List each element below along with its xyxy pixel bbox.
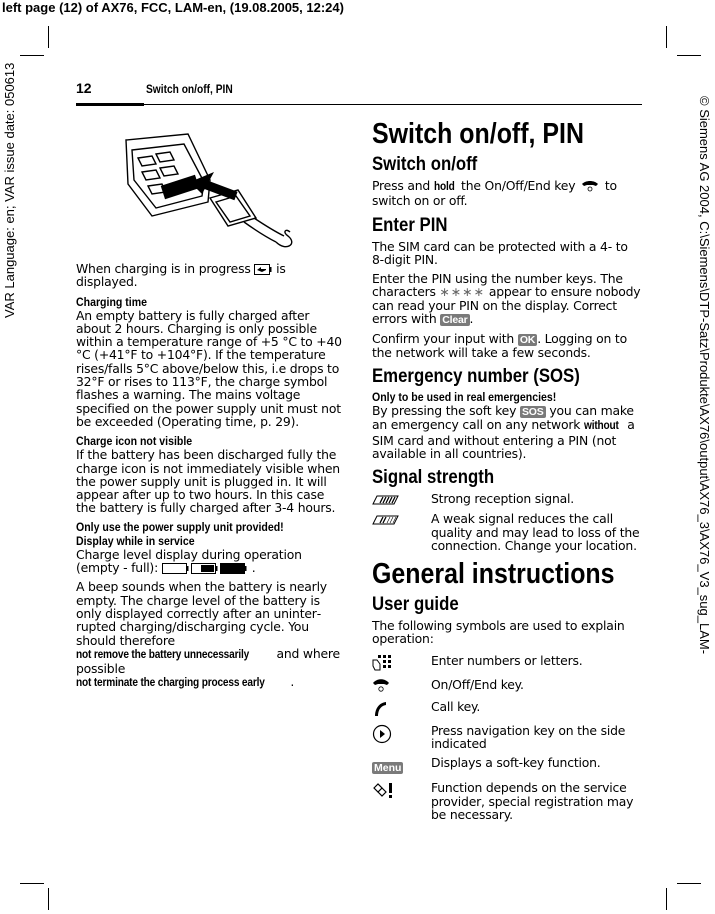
charger-plug-illustration [118, 132, 298, 256]
charging-time-heading: Charging time [76, 294, 147, 309]
page-number: 12 [76, 80, 92, 96]
user-guide-text: The following symbols are used to explain operation: [372, 618, 625, 647]
signal-strong-text: Strong reception signal. [431, 491, 574, 507]
left-column [76, 262, 342, 697]
symbol-row-navigation [372, 724, 642, 751]
side-margin-note-left: VAR Language: en; VAR issue date: 050613 [2, 62, 17, 318]
signal-row-strong [372, 492, 642, 506]
symbol-row-provider [372, 781, 642, 821]
navigation-key-icon [372, 724, 431, 744]
pin-text-2: Enter the PIN using the number keys. The characters ∗∗∗∗ appear to ensure nobody can read your PIN on the display. Correct errors with Clear . [372, 271, 641, 327]
signal-row-weak [372, 512, 642, 552]
switch-on-off-heading: Switch on/off [372, 153, 478, 175]
symbol-row-softkey [372, 756, 642, 775]
sos-text: By pressing the soft key SOS you can make an emergency call on any network without a SIM card and without entering a PIN (not available in all countries). [372, 403, 635, 461]
menu-softkey-chip: Menu [374, 762, 402, 775]
side-margin-note-right: © Siemens AG 2004, C:\Siemens\DTP-Satz\Produkte\AX76\output\AX76_3\AX76_V3_sug_LAM- [697, 96, 712, 655]
sos-warning: Only to be used in real emergencies! [372, 390, 557, 405]
signal-strength-heading: Signal strength [372, 466, 495, 489]
symbol-softkey-text: Displays a soft-key function. [431, 755, 601, 771]
symbol-end-key-text: On/Off/End key. [431, 676, 524, 692]
symbol-provider-text: Function depends on the service provider, special registration may be necessary. [431, 780, 634, 822]
pin-text-3: Confirm your input with OK . Logging on to the network will take a few seconds. [372, 331, 627, 361]
symbol-row-call-key [372, 700, 642, 718]
ok-key-chip: OK [519, 334, 536, 347]
signal-weak-text: A weak signal reduces the call quality and may lead to loss of the connection. Change your location. [431, 511, 640, 553]
symbol-keypad-text: Enter numbers or letters. [431, 652, 583, 668]
call-key-icon [372, 700, 431, 718]
switch-on-off-text: Press and hold the On/Off/End key to switch on or off. [372, 178, 617, 209]
section-title-general-instructions: General instructions [372, 558, 615, 591]
battery-level-icons [162, 563, 252, 574]
charge-level-paragraph: Charge level display during operation (empty - full): . [76, 546, 302, 576]
clear-key-chip: Clear [442, 314, 468, 327]
print-header: left page (12) of AX76, FCC, LAM-en, (19.08.2005, 12:24) [2, 0, 344, 15]
provider-dependent-icon [372, 781, 431, 799]
signal-weak-icon [372, 512, 431, 526]
symbol-row-end-key [372, 678, 642, 694]
section-title-switch-on-off: Switch on/off, PIN [372, 118, 584, 150]
symbol-call-key-text: Call key. [431, 698, 481, 714]
running-head: Switch on/off, PIN [146, 82, 233, 96]
end-key-icon [579, 180, 601, 192]
charge-icon-text: If the battery has been discharged fully the charge icon is not immediately visible when the power supply unit is plugged in. It will appear after up to two hours. In this case the battery is fully charged after 3-4 hours. [76, 447, 340, 516]
end-key-symbol-icon [372, 678, 431, 694]
sos-heading: Emergency number (SOS) [372, 365, 580, 388]
enter-pin-heading: Enter PIN [372, 213, 448, 236]
symbol-navigation-text: Press navigation key on the side indicated [431, 722, 626, 752]
charging-time-text: An empty battery is fully charged after about 2 hours. Charging is only possible within a temperature range of +5 °C to +40 °C (+41°F to +104°F). If the temperature rises/falls 5°C above/below this, i.e drops to 32°F or rises to 113°F, the charge symbol flashes a warning. The mains voltage specified on the power supply unit must not be exceeded (Operating time, p. 29). [76, 307, 342, 429]
display-in-service-heading: Display while in service [76, 533, 195, 548]
pin-text-1: The SIM card can be protected with a 4- to 8-digit PIN. [372, 238, 628, 267]
right-column [372, 118, 642, 827]
user-guide-heading: User guide [372, 593, 459, 616]
beep-paragraph: A beep sounds when the battery is nearly empty. The charge level of the battery is only displayed correctly after an uninterrupted charging/discharging cycle. You should therefore not remove the battery unnecessarily and where possible not terminate the charging process early . [76, 579, 340, 690]
sos-key-chip: SOS [521, 406, 544, 419]
symbol-row-keypad [372, 654, 642, 672]
header-rule-thick [76, 103, 144, 106]
power-supply-warning: Only use the power supply unit provided! [76, 519, 284, 534]
charging-indicator-paragraph: When charging is in progress is displayed. [76, 261, 286, 290]
header-rule [144, 104, 642, 105]
charge-icon-heading: Charge icon not visible [76, 434, 193, 449]
keypad-icon [372, 654, 431, 672]
battery-charging-icon [254, 264, 272, 275]
signal-strong-icon [372, 492, 431, 506]
